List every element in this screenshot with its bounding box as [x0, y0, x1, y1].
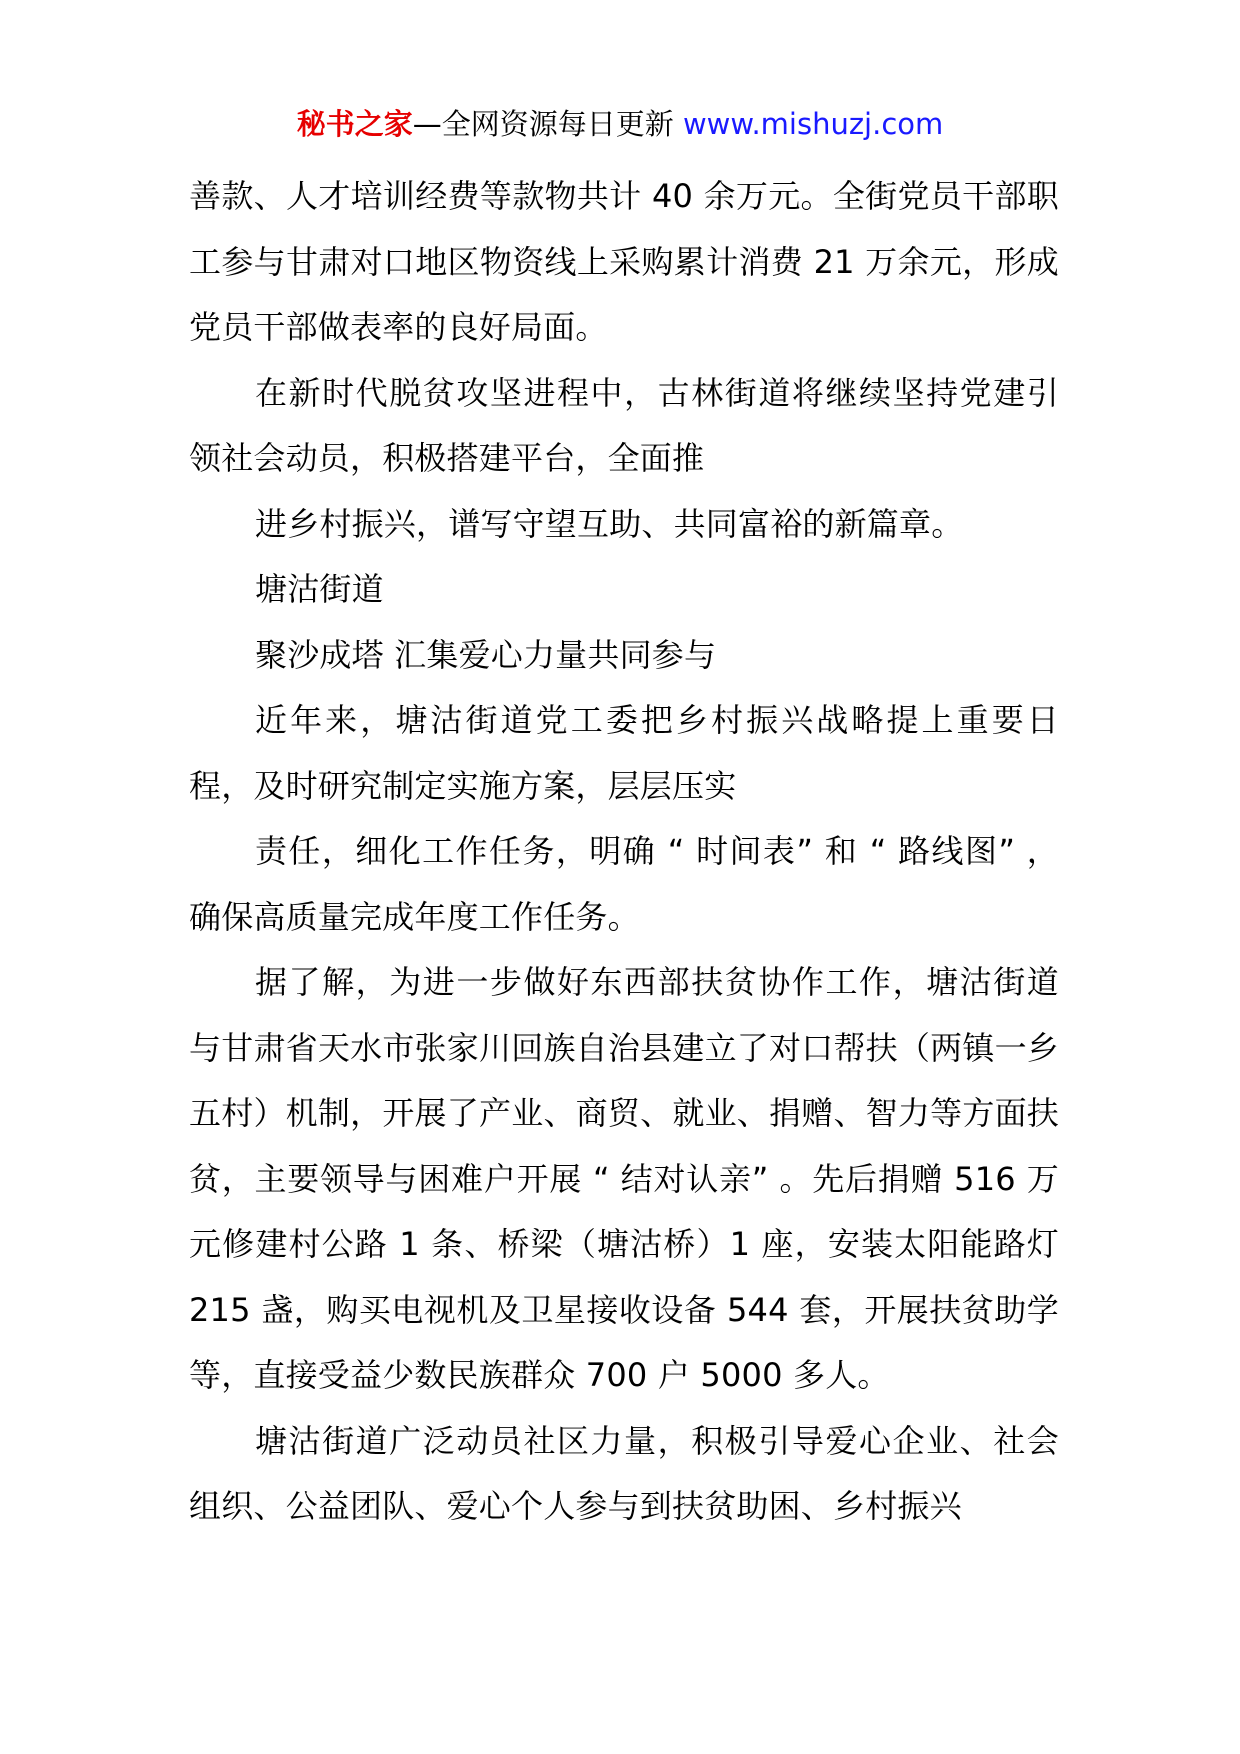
paragraph: 塘沽街道广泛动员社区力量，积极引导爱心企业、社会组织、公益团队、爱心个人参与到扶贫助困、乡村振兴	[189, 1421, 1059, 1525]
section-subheading: 聚沙成塔 汇集爱心力量共同参与	[255, 635, 717, 674]
paragraph-continuation: 善款、人才培训经费等款物共计 40 余万元。全街党员干部职工参与甘肃对口地区物资线上采购累计消费 21 万余元，形成党员干部做表率的良好局面。	[189, 177, 1059, 346]
header-url-link[interactable]: www.mishuzj.com	[682, 107, 944, 141]
section-heading: 塘沽街道	[255, 570, 384, 608]
paragraph: 进乡村振兴，谱写守望互助、共同富裕的新篇章。	[255, 504, 964, 543]
header-tagline: —全网资源每日更新	[412, 107, 674, 141]
paragraph: 据了解，为进一步做好东西部扶贫协作工作，塘沽街道与甘肃省天水市张家川回族自治县建立了对口帮扶（两镇一乡五村）机制，开展了产业、商贸、就业、捐赠、智力等方面扶贫，主要领导与困难户开展 “ 结对认亲” 。先后捐赠 516 万元修建村公路 1 条、桥梁（塘沽桥）1 座，安装太阳能路灯 215 盏，购买电视机及卫星接收设备 544 套，开展扶贫助学等，直接受益少数民族群众 700 户 5000 多人。	[189, 963, 1059, 1394]
page-header	[0, 102, 1240, 146]
document-body	[189, 164, 1059, 1540]
paragraph: 责任，细化工作任务，明确 “ 时间表” 和 “ 路线图” ，确保高质量完成年度工作任务。	[189, 832, 1059, 936]
paragraph: 近年来，塘沽街道党工委把乡村振兴战略提上重要日程，及时研究制定实施方案，层层压实	[189, 701, 1059, 805]
header-brand: 秘书之家	[296, 107, 413, 141]
paragraph: 在新时代脱贫攻坚进程中，古林街道将继续坚持党建引领社会动员，积极搭建平台，全面推	[189, 373, 1059, 477]
